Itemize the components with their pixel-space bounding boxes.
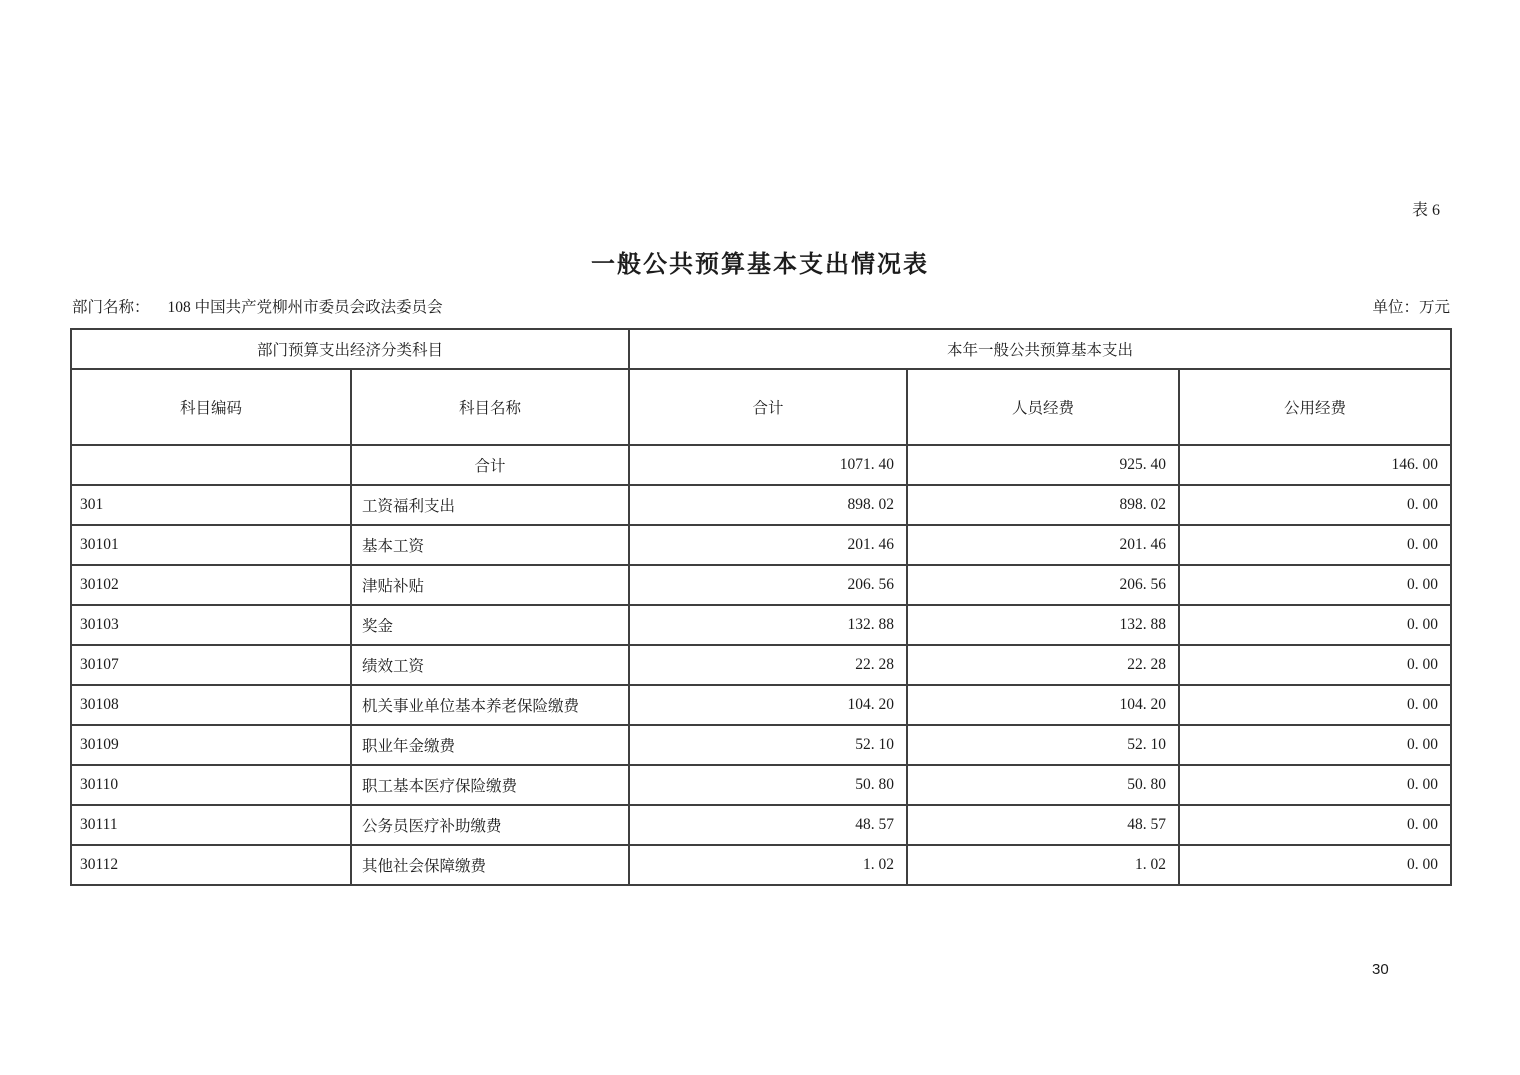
cell-public-funds: 0. 00 — [1179, 805, 1451, 845]
cell-total: 104. 20 — [629, 685, 907, 725]
col-header-personnel-funds: 人员经费 — [907, 369, 1179, 445]
cell-total: 206. 56 — [629, 565, 907, 605]
cell-total: 132. 88 — [629, 605, 907, 645]
table-row — [71, 445, 1451, 485]
unit-label: 单位：万元 — [1372, 299, 1450, 316]
cell-total: 1071. 40 — [629, 445, 907, 485]
cell-subject-name: 公务员医疗补助缴费 — [351, 805, 629, 845]
table-group-header-row — [71, 329, 1451, 369]
table-row — [71, 685, 1451, 725]
department-name — [72, 295, 443, 317]
cell-total: 48. 57 — [629, 805, 907, 845]
table-row — [71, 845, 1451, 885]
cell-subject-code: 30103 — [71, 605, 351, 645]
cell-subject-code: 30108 — [71, 685, 351, 725]
cell-total: 898. 02 — [629, 485, 907, 525]
cell-subject-name: 职业年金缴费 — [351, 725, 629, 765]
cell-personnel-funds: 50. 80 — [907, 765, 1179, 805]
budget-table — [70, 328, 1452, 886]
cell-total: 52. 10 — [629, 725, 907, 765]
cell-personnel-funds: 52. 10 — [907, 725, 1179, 765]
cell-public-funds: 0. 00 — [1179, 685, 1451, 725]
cell-public-funds: 0. 00 — [1179, 845, 1451, 885]
group-header-current-year-expenditure: 本年一般公共预算基本支出 — [629, 329, 1451, 369]
col-header-subject-name: 科目名称 — [351, 369, 629, 445]
table-row — [71, 525, 1451, 565]
table-row — [71, 645, 1451, 685]
cell-subject-code: 30111 — [71, 805, 351, 845]
cell-personnel-funds: 22. 28 — [907, 645, 1179, 685]
cell-subject-name: 绩效工资 — [351, 645, 629, 685]
page-number: 30 — [1372, 961, 1389, 978]
cell-subject-name: 津贴补贴 — [351, 565, 629, 605]
cell-subject-name: 基本工资 — [351, 525, 629, 565]
cell-subject-code — [71, 445, 351, 485]
table-row — [71, 725, 1451, 765]
sheet-label: 表 6 — [1411, 202, 1440, 219]
meta-row — [72, 295, 1450, 317]
col-header-total: 合计 — [629, 369, 907, 445]
cell-subject-name: 其他社会保障缴费 — [351, 845, 629, 885]
cell-public-funds: 0. 00 — [1179, 765, 1451, 805]
cell-personnel-funds: 1. 02 — [907, 845, 1179, 885]
cell-subject-name: 机关事业单位基本养老保险缴费 — [351, 685, 629, 725]
cell-public-funds: 0. 00 — [1179, 605, 1451, 645]
cell-personnel-funds: 925. 40 — [907, 445, 1179, 485]
cell-subject-name: 合计 — [351, 445, 629, 485]
cell-total: 22. 28 — [629, 645, 907, 685]
group-header-classification: 部门预算支出经济分类科目 — [71, 329, 629, 369]
cell-subject-code: 30101 — [71, 525, 351, 565]
cell-public-funds: 0. 00 — [1179, 645, 1451, 685]
table-row — [71, 805, 1451, 845]
cell-subject-name: 职工基本医疗保险缴费 — [351, 765, 629, 805]
department-label: 部门名称： — [72, 299, 150, 316]
table-row — [71, 605, 1451, 645]
cell-total: 1. 02 — [629, 845, 907, 885]
table-body — [71, 445, 1451, 885]
cell-personnel-funds: 48. 57 — [907, 805, 1179, 845]
cell-subject-code: 30109 — [71, 725, 351, 765]
cell-subject-code: 30107 — [71, 645, 351, 685]
page-title: 一般公共预算基本支出情况表 — [591, 251, 929, 278]
cell-public-funds: 0. 00 — [1179, 525, 1451, 565]
cell-total: 201. 46 — [629, 525, 907, 565]
col-header-subject-code: 科目编码 — [71, 369, 351, 445]
cell-personnel-funds: 104. 20 — [907, 685, 1179, 725]
department-value: 108 中国共产党柳州市委员会政法委员会 — [167, 299, 443, 316]
cell-personnel-funds: 201. 46 — [907, 525, 1179, 565]
cell-total: 50. 80 — [629, 765, 907, 805]
cell-personnel-funds: 898. 02 — [907, 485, 1179, 525]
col-header-public-funds: 公用经费 — [1179, 369, 1451, 445]
table-row — [71, 565, 1451, 605]
cell-public-funds: 0. 00 — [1179, 725, 1451, 765]
cell-subject-code: 301 — [71, 485, 351, 525]
cell-subject-code: 30112 — [71, 845, 351, 885]
cell-public-funds: 0. 00 — [1179, 485, 1451, 525]
cell-subject-code: 30102 — [71, 565, 351, 605]
cell-subject-name: 奖金 — [351, 605, 629, 645]
cell-public-funds: 0. 00 — [1179, 565, 1451, 605]
table-row — [71, 765, 1451, 805]
table-row — [71, 485, 1451, 525]
cell-public-funds: 146. 00 — [1179, 445, 1451, 485]
cell-personnel-funds: 206. 56 — [907, 565, 1179, 605]
table-column-header-row — [71, 369, 1451, 445]
cell-subject-name: 工资福利支出 — [351, 485, 629, 525]
cell-personnel-funds: 132. 88 — [907, 605, 1179, 645]
cell-subject-code: 30110 — [71, 765, 351, 805]
